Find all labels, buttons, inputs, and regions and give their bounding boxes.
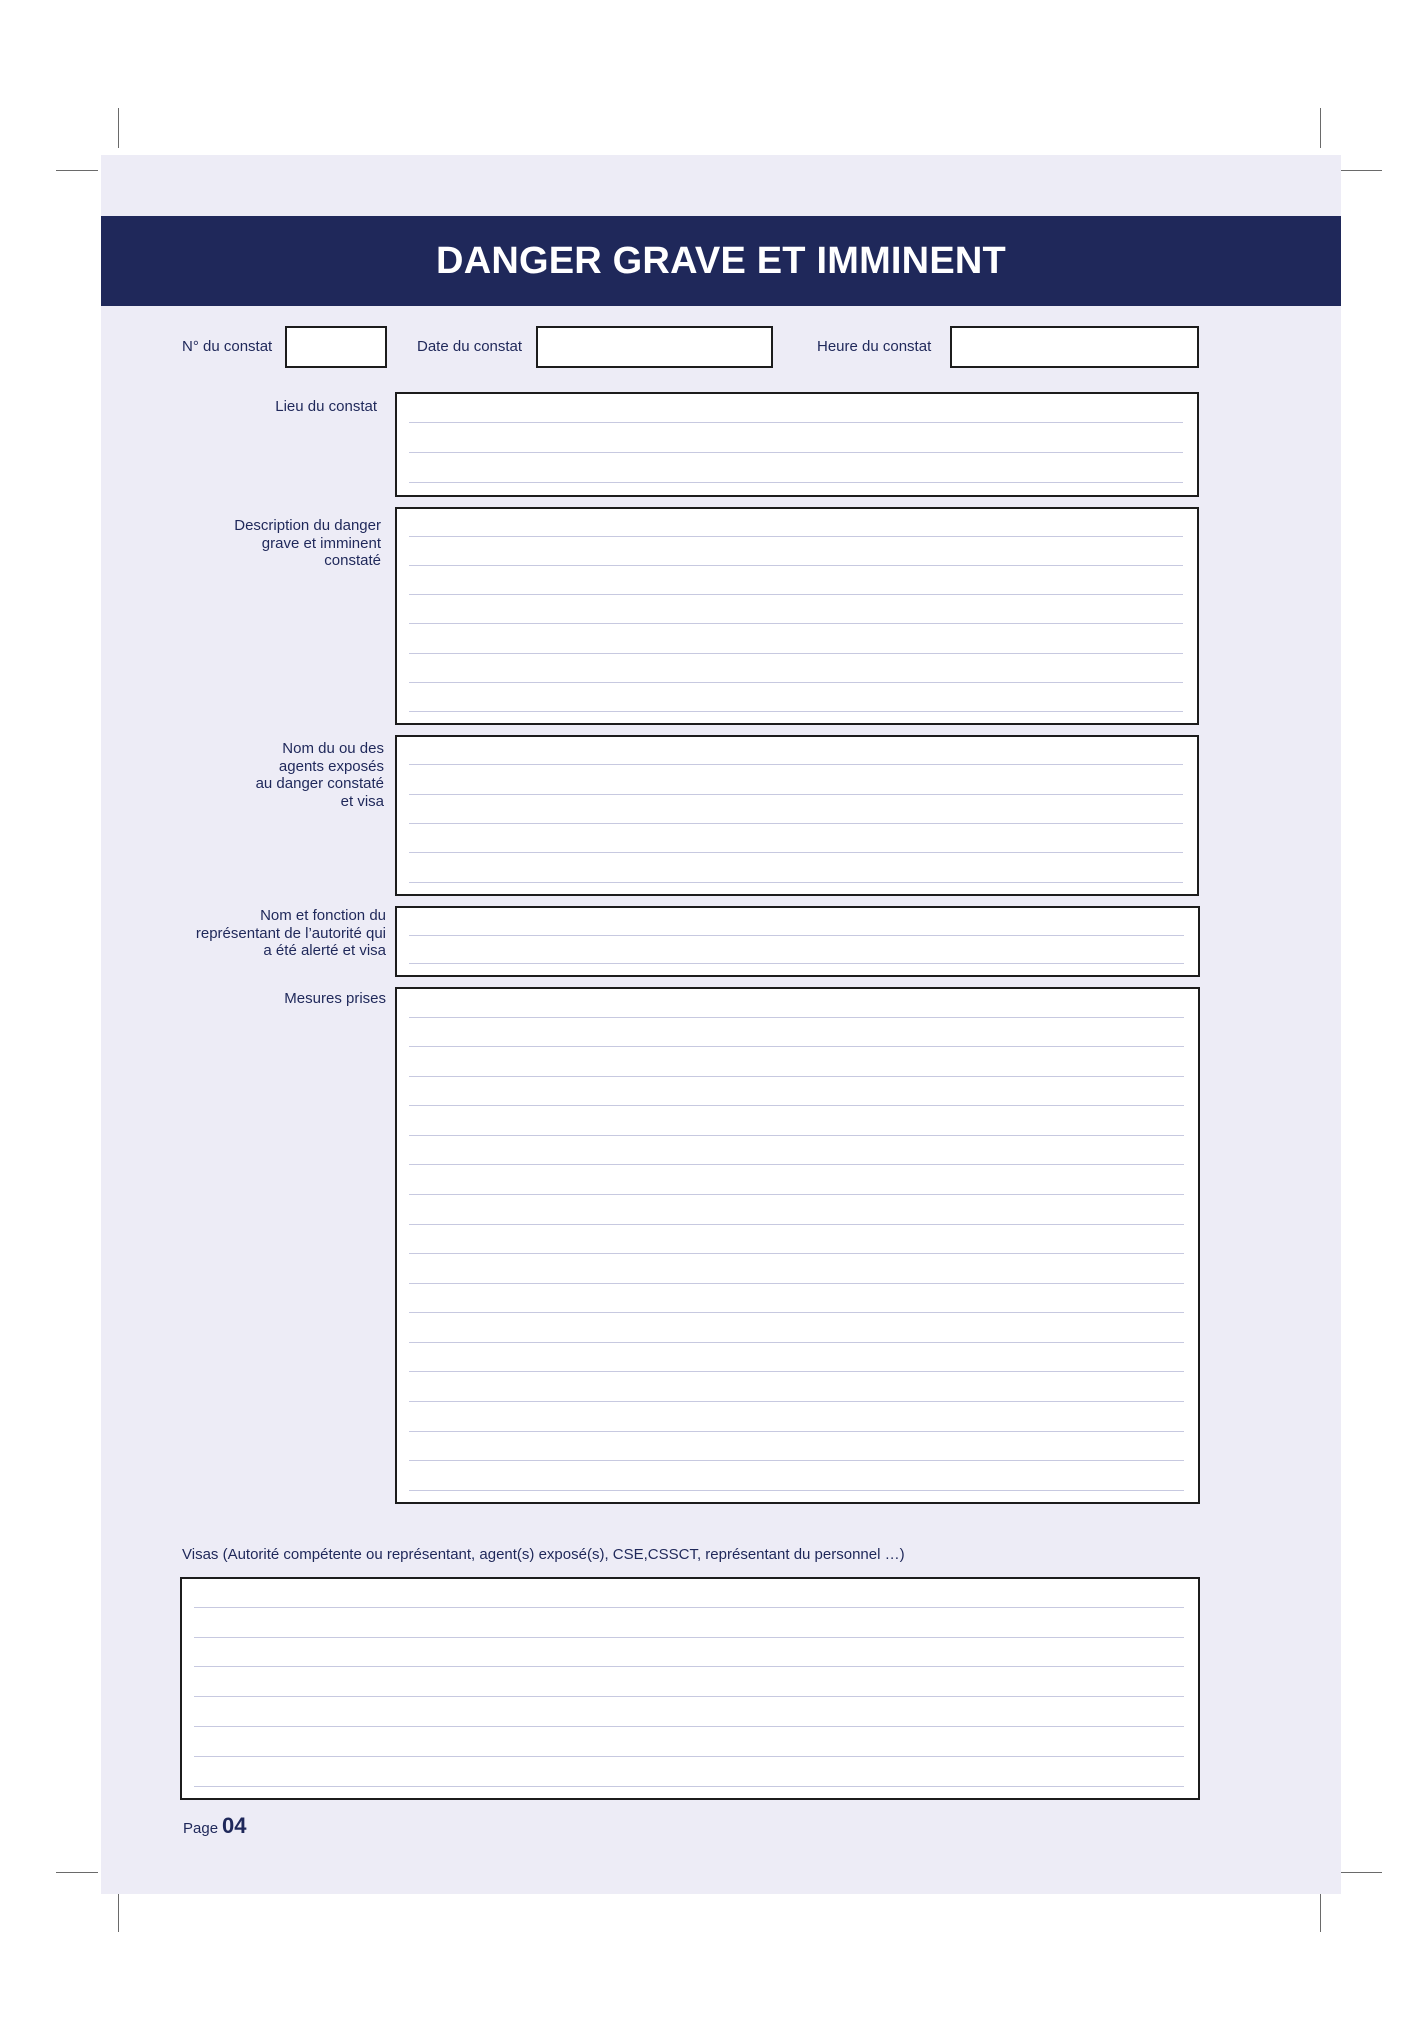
agents-label: Nom du ou des agents exposés au danger constaté et visa (255, 740, 384, 810)
heure-field[interactable] (950, 326, 1199, 368)
mesures-field[interactable] (395, 987, 1200, 1504)
writing-guide-line (194, 1637, 1184, 1638)
writing-guide-line (409, 653, 1183, 654)
writing-guide-line (409, 1017, 1184, 1018)
lieu-field[interactable] (395, 392, 1199, 497)
description-label: Description du danger grave et imminent constaté (234, 517, 381, 569)
writing-guide-line (409, 682, 1183, 683)
crop-mark (118, 108, 119, 148)
page-title: DANGER GRAVE ET IMMINENT (436, 239, 1006, 282)
writing-guide-line (409, 1224, 1184, 1225)
writing-guide-line (409, 482, 1183, 483)
crop-mark (1320, 1892, 1321, 1932)
writing-guide-line (194, 1756, 1184, 1757)
writing-guide-line (409, 963, 1184, 964)
form-sheet (101, 155, 1341, 1894)
page-number-value: 04 (222, 1813, 247, 1838)
writing-guide-line (409, 1490, 1184, 1491)
writing-guide-line (409, 1076, 1184, 1077)
writing-guide-line (409, 882, 1183, 883)
date-field[interactable] (536, 326, 773, 368)
writing-guide-line (409, 565, 1183, 566)
agents-field[interactable] (395, 735, 1199, 896)
crop-mark (1340, 1872, 1382, 1873)
writing-guide-line (409, 823, 1183, 824)
writing-guide-line (409, 764, 1183, 765)
writing-guide-line (194, 1786, 1184, 1787)
writing-guide-line (409, 1135, 1184, 1136)
description-field[interactable] (395, 507, 1199, 725)
writing-guide-line (194, 1696, 1184, 1697)
numero-label: N° du constat (182, 338, 273, 355)
writing-guide-line (409, 711, 1183, 712)
heure-label: Heure du constat (817, 338, 932, 355)
writing-guide-line (409, 852, 1183, 853)
writing-guide-line (409, 422, 1183, 423)
writing-guide-line (409, 1401, 1184, 1402)
representant-field[interactable] (395, 906, 1200, 977)
date-label: Date du constat (417, 338, 523, 355)
writing-guide-line (194, 1607, 1184, 1608)
writing-guide-line (409, 452, 1183, 453)
writing-guide-line (409, 623, 1183, 624)
numero-field[interactable] (285, 326, 387, 368)
writing-guide-line (409, 1105, 1184, 1106)
title-bar (101, 216, 1341, 306)
writing-guide-line (409, 1253, 1184, 1254)
writing-guide-line (409, 1431, 1184, 1432)
crop-mark (56, 170, 98, 171)
crop-mark (56, 1872, 98, 1873)
writing-guide-line (194, 1726, 1184, 1727)
writing-guide-line (409, 1194, 1184, 1195)
visas-label: Visas (Autorité compétente ou représentant, agent(s) exposé(s), CSE,CSSCT, représentant du personnel …) (182, 1546, 905, 1563)
page-prefix: Page (183, 1820, 219, 1837)
mesures-label: Mesures prises (284, 990, 386, 1007)
writing-guide-line (409, 1164, 1184, 1165)
writing-guide-line (409, 1460, 1184, 1461)
writing-guide-line (194, 1666, 1184, 1667)
writing-guide-line (409, 1046, 1184, 1047)
representant-label: Nom et fonction du représentant de l’autorité qui a été alerté et visa (195, 907, 386, 959)
writing-guide-line (409, 1371, 1184, 1372)
writing-guide-line (409, 1283, 1184, 1284)
crop-mark (1320, 108, 1321, 148)
visas-field[interactable] (180, 1577, 1200, 1800)
writing-guide-line (409, 594, 1183, 595)
writing-guide-line (409, 935, 1184, 936)
lieu-label: Lieu du constat (275, 398, 377, 415)
writing-guide-line (409, 1312, 1184, 1313)
page-number (183, 1813, 247, 1839)
crop-mark (1340, 170, 1382, 171)
writing-guide-line (409, 536, 1183, 537)
crop-mark (118, 1892, 119, 1932)
writing-guide-line (409, 1342, 1184, 1343)
writing-guide-line (409, 794, 1183, 795)
